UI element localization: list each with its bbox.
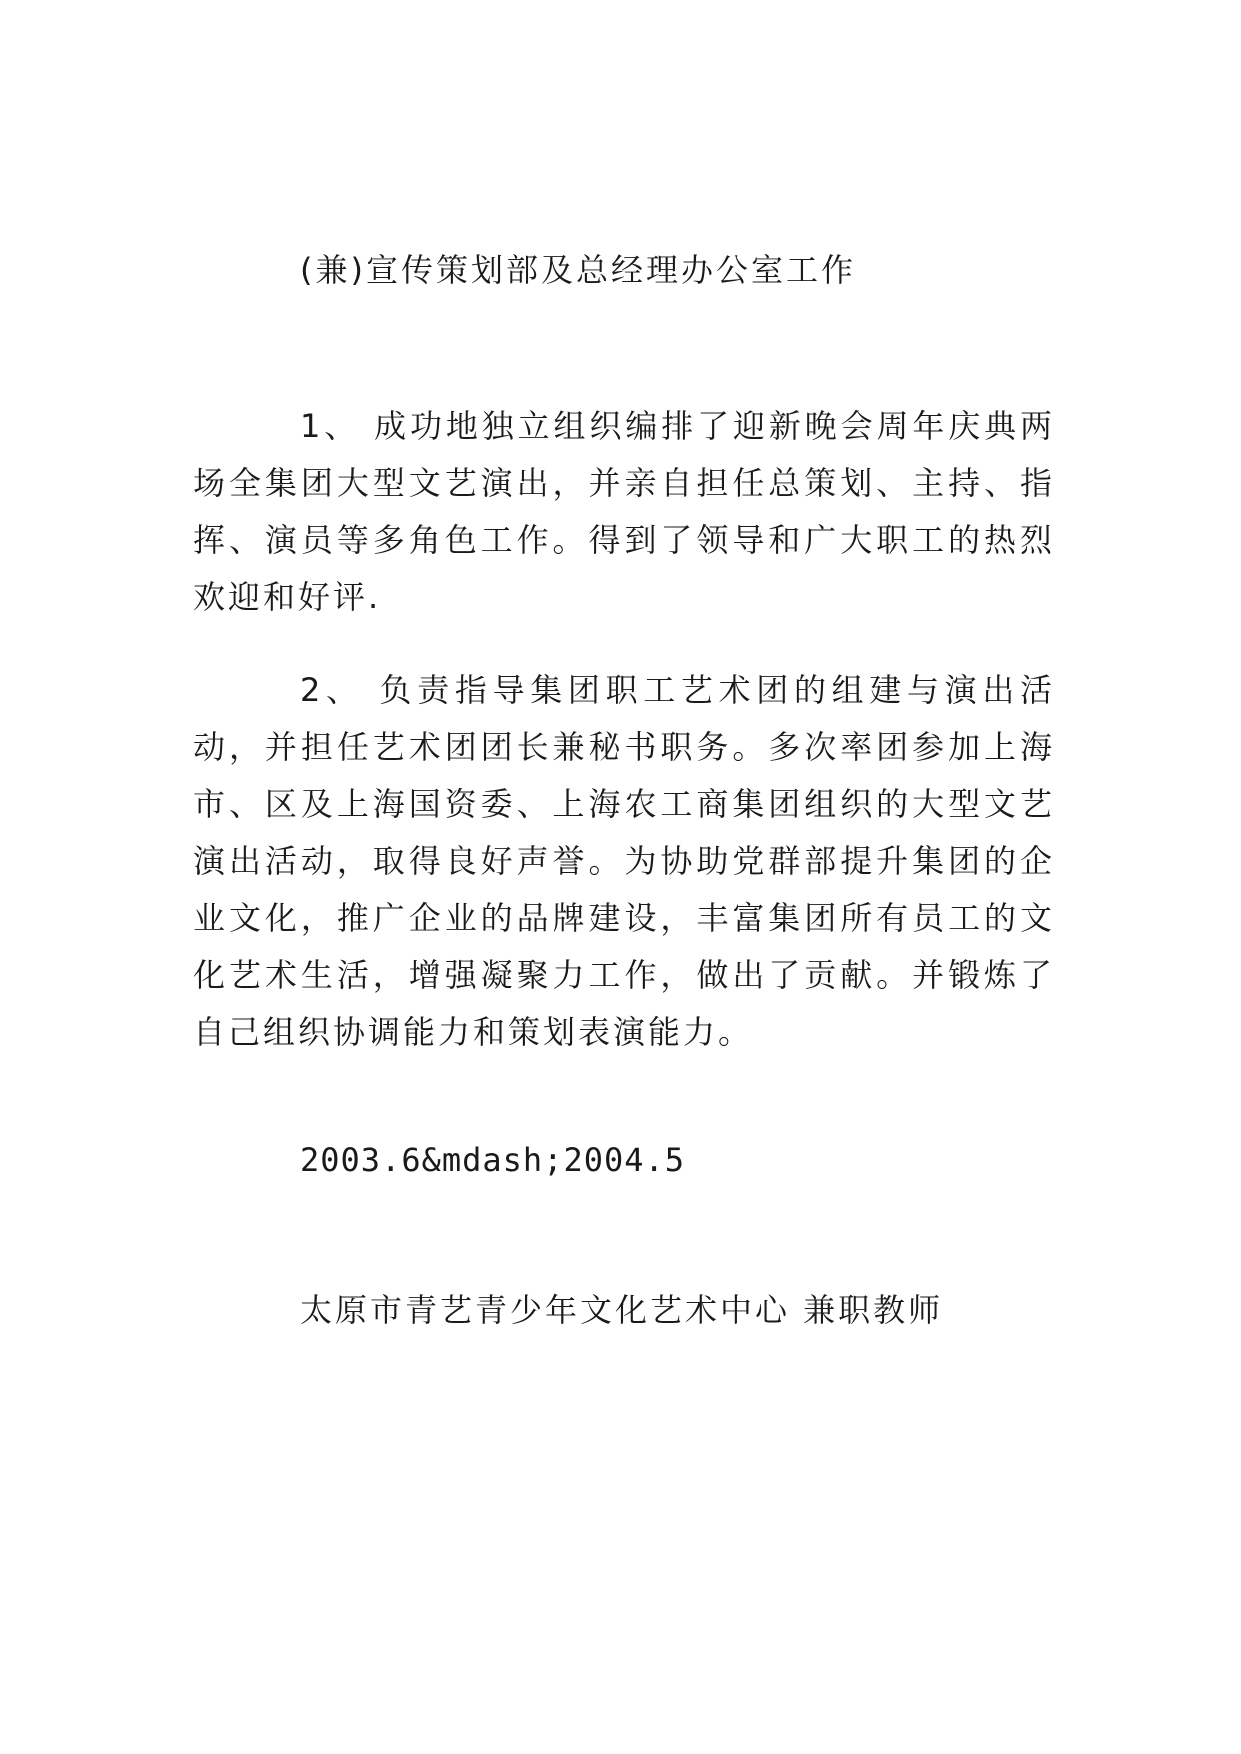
employer-line: 太原市青艺青少年文化艺术中心 兼职教师	[300, 1291, 944, 1329]
section-heading: (兼)宣传策划部及总经理办公室工作	[300, 251, 856, 289]
date-range: 2003.6&mdash;2004.5	[300, 1141, 686, 1179]
item-2-paragraph: 2、 负责指导集团职工艺术团的组建与演出活动，并担任艺术团团长兼秘书职务。多次率团参加上海市、区及上海国资委、上海农工商集团组织的大型文艺演出活动，取得良好声誉。为协助党群部提升集团的企业文化，推广企业的品牌建设，丰富集团所有员工的文化艺术生活，增强凝聚力工作，做出了贡献。并锻炼了自己组织协调能力和策划表演能力。	[193, 671, 1055, 1051]
item-1-paragraph: 1、 成功地独立组织编排了迎新晚会周年庆典两场全集团大型文艺演出，并亲自担任总策划、主持、指挥、演员等多角色工作。得到了领导和广大职工的热烈欢迎和好评.	[193, 407, 1055, 616]
